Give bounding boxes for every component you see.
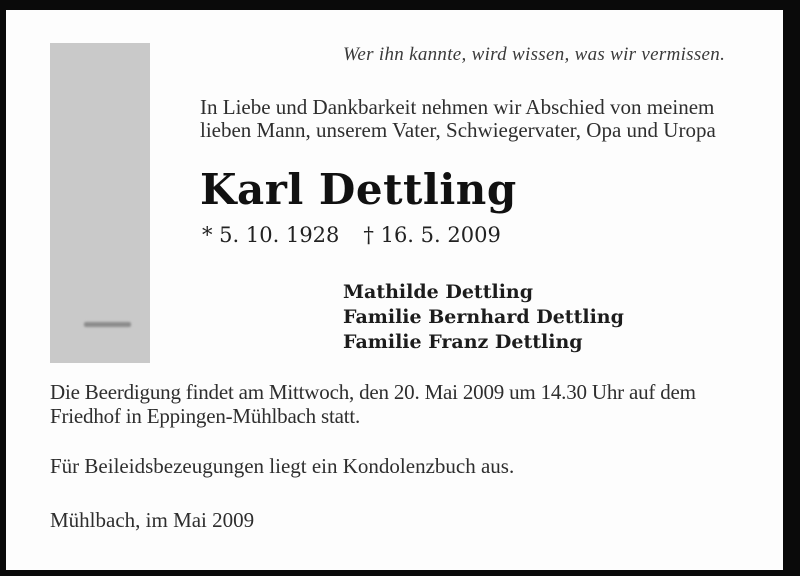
intro-line: In Liebe und Dankbarkeit nehmen wir Abschied von meinem xyxy=(200,95,715,119)
birth-date: * 5. 10. 1928 xyxy=(202,223,340,247)
mourner-name: Familie Franz Dettling xyxy=(343,331,583,353)
mourner-name: Mathilde Dettling xyxy=(343,281,534,303)
mourner-name: Familie Bernhard Dettling xyxy=(343,306,624,328)
intro-text xyxy=(200,96,716,142)
funeral-line: Die Beerdigung findet am Mittwoch, den 20. Mai 2009 um 14.30 Uhr auf dem xyxy=(50,380,696,404)
funeral-line: Friedhof in Eppingen-Mühlbach statt. xyxy=(50,404,361,428)
funeral-info xyxy=(50,380,696,428)
intro-line: lieben Mann, unserem Vater, Schwiegervater, Opa und Uropa xyxy=(200,118,716,142)
mourners-list xyxy=(343,280,624,355)
obituary-notice xyxy=(6,10,783,570)
life-dates xyxy=(202,223,501,247)
memorial-quote: Wer ihn kannte, wird wissen, was wir vermissen. xyxy=(343,44,726,65)
watermark-mark xyxy=(84,322,131,327)
condolence-note: Für Beileidsbezeugungen liegt ein Kondolenzbuch aus. xyxy=(50,454,515,478)
place-date: Mühlbach, im Mai 2009 xyxy=(50,508,255,532)
death-date: † 16. 5. 2009 xyxy=(363,223,501,247)
deceased-name: Karl Dettling xyxy=(200,165,517,214)
photo-placeholder xyxy=(50,43,150,363)
